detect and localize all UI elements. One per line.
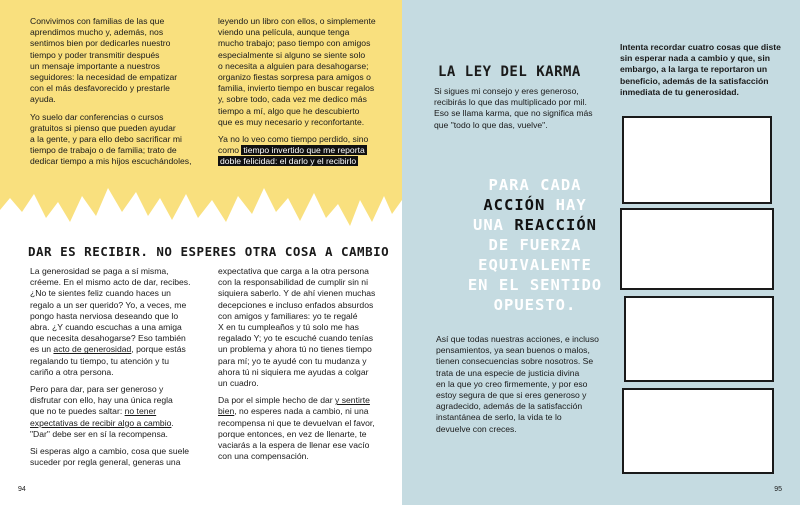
text-line: cariño a otra persona. [30, 366, 114, 377]
text-line: Si sigues mi consejo y eres generoso, [434, 86, 579, 96]
text-line: X en tu cumpleaños y tú solo me has [218, 322, 359, 333]
text-line: que necesita desahogarse? Eso también [30, 333, 186, 344]
text-line: pongo hasta nerviosa deseando que lo [30, 310, 179, 321]
text-line: La generosidad se paga a sí misma, [30, 266, 169, 276]
quote-emphasis: ACCIÓN [483, 196, 546, 214]
text-line: mucho trabajo; paso tiempo con amigos [218, 38, 371, 49]
text-line [218, 395, 375, 406]
text-line: estoy segura de que si eres generoso y [436, 390, 587, 401]
text-fragment: como [218, 145, 240, 156]
text-fragment: , porque estás [131, 344, 186, 355]
text-line: con una compensación. [218, 451, 309, 462]
answer-box-3[interactable] [624, 296, 774, 382]
text-line: inmediata de tu generosidad. [620, 86, 739, 97]
text-line [218, 406, 375, 417]
text-block-col2-bottom [218, 266, 375, 462]
text-line: con amigos y familiares: yo te regalé [218, 310, 358, 321]
text-line [30, 344, 191, 355]
text-line: expectativa que carga a la otra persona [218, 266, 369, 276]
text-line: ahora tú ni siquiera me ayudas a colgar [218, 366, 369, 377]
text-line: tienen consecuencias sobre nosotros. Se [436, 356, 594, 367]
text-line: viendo una película, aunque tenga [218, 27, 350, 38]
answer-box-2[interactable] [620, 208, 774, 290]
text-line: siquiera saberlo. Y de ahí vienen muchas [218, 288, 376, 299]
text-line: porque entonces, en vez de llenarte, te [218, 428, 367, 439]
text-block-col1-top [30, 16, 191, 168]
exercise-instruction [620, 42, 781, 98]
quote-fragment: UNA [473, 216, 515, 234]
text-line [30, 418, 191, 429]
text-line: para mí; yo te ayudé con tu mudanza y [218, 355, 367, 366]
text-line: suceder por regla general, generas una [30, 457, 181, 468]
text-line: especialmente si alguno se siente solo [218, 49, 366, 60]
text-line: un mensaje importante a nuestros [30, 60, 160, 71]
quote-line: OPUESTO. [493, 296, 577, 314]
text-line: gratuitos si pienso que pueden ayudar [30, 122, 176, 133]
underlined-text: expectativas de recibir algo a cambio [30, 417, 172, 428]
text-fragment: . [171, 417, 174, 428]
text-line: seguidores: la necesidad de empatizar [30, 72, 178, 83]
text-line: regalo a un ser querido? Yo, a veces, me [30, 299, 187, 310]
text-line: leyendo un libro con ellos, o simplemente [218, 16, 376, 26]
text-line: Si esperas algo a cambio, cosa que suele [30, 446, 190, 457]
quote-line: DE FUERZA [488, 236, 582, 254]
text-line: un problema y ahora tú no tienes tiempo [218, 344, 372, 355]
text-line: tiempo de trabajo o de familia; trato de [30, 145, 177, 156]
text-line: instantánea de serlo, la vida te lo [436, 412, 562, 423]
highlighted-text: tiempo invertido que me reporta [243, 145, 365, 156]
text-line [218, 145, 376, 156]
text-line [218, 156, 376, 167]
text-line: créeme. En el mismo acto de dar, recibes. [30, 277, 191, 288]
text-line: con la responsabilidad de cumplir sin ni [218, 277, 368, 288]
text-line: que es muy necesario y reconfortante. [218, 116, 365, 127]
text-line: agradecido, además de la satisfacción [436, 401, 583, 412]
text-fragment: Da por el simple hecho de dar [218, 395, 336, 406]
text-line: con el más desfavorecido y prestarle [30, 83, 170, 94]
section-heading: DAR ES RECIBIR. NO ESPERES OTRA COSA A CAMBIO [28, 244, 390, 259]
text-line: pensamientos, ya sean buenos o malos, [436, 345, 590, 356]
text-line: disfrutar con ello, hay una única regla [30, 395, 173, 406]
text-line: recibirás lo que das multiplicado por mil. [434, 97, 587, 108]
page-number-left: 94 [18, 486, 26, 493]
text-line: sin esperar nada a cambio y que, sin [620, 53, 770, 64]
text-line: ¿No te sientes feliz cuando haces un [30, 288, 171, 299]
text-line: Convivimos con familias de las que [30, 16, 165, 26]
text-line: trata de una especie de justicia divina [436, 367, 580, 378]
underlined-text: y sentirte [335, 395, 370, 406]
quote-line: EQUIVALENTE [478, 256, 592, 274]
text-line: tiempo y poder transmitir después [30, 49, 160, 60]
text-line: sentimos bien por dedicarles nuestro [30, 38, 171, 49]
text-line: tiempo a mí, algo que he descubierto [218, 105, 360, 116]
karma-heading: LA LEY DEL KARMA [438, 64, 581, 80]
quote-emphasis: REACCIÓN [514, 216, 597, 234]
highlighted-text: doble felicidad: el darlo y el recibirlo [220, 156, 357, 167]
quote-fragment: HAY [545, 196, 587, 214]
quote-line [460, 215, 610, 235]
text-line: "Dar" debe ser en sí la recompensa. [30, 428, 168, 439]
text-line: Ya no lo veo como tiempo perdido, sino [218, 134, 369, 145]
answer-box-4[interactable] [622, 388, 774, 474]
text-fragment: , no esperes nada a cambio, ni una [234, 406, 369, 417]
quote-line: EN EL SENTIDO [467, 276, 603, 294]
underlined-text: no tener [124, 406, 157, 417]
text-line: en la que yo creo firmemente, y por eso [436, 378, 588, 389]
karma-body [436, 334, 599, 435]
karma-intro [434, 86, 593, 131]
text-line: y, sobre todo, cada vez me dedico más [218, 94, 367, 105]
text-line: vaciarás a la espera de llenar ese vacío [218, 440, 370, 451]
text-line: abra. ¿Y cuando escuchas a una amiga [30, 322, 182, 333]
page-number-right: 95 [774, 486, 782, 493]
text-line: beneficio, además de la satisfacción [620, 75, 769, 86]
text-line: regalado Y; yo te escuché cuando tenías [218, 333, 374, 344]
underlined-text: bien [218, 406, 235, 417]
text-line: embargo, a la larga te reportaron un [620, 64, 768, 75]
text-line: decepciones e incluso enfados absurdos [218, 299, 374, 310]
text-line: a la gente, y para ello debo sacrificar mi [30, 134, 182, 145]
text-line: familia, invierto tiempo en buscar regalos [218, 83, 375, 94]
text-block-col2-top [218, 16, 376, 168]
text-line: Eso se llama karma, que no significa más [434, 108, 593, 119]
text-fragment: que no te puedes saltar: [30, 406, 125, 417]
quote-line [460, 195, 610, 215]
text-line: Pero para dar, para ser generoso y [30, 384, 164, 395]
text-line: que "todo lo que das, vuelve". [434, 119, 548, 130]
karma-quote [460, 175, 610, 315]
text-line: Intenta recordar cuatro cosas que diste [620, 42, 781, 52]
text-fragment: es un [30, 344, 54, 355]
text-line: Yo suelo dar conferencias o cursos [30, 111, 164, 122]
text-line: aprendimos mucho y, además, nos [30, 27, 164, 38]
text-line: ayuda. [30, 94, 56, 105]
text-line: Así que todas nuestras acciones, e incluso [436, 334, 599, 344]
text-line: regalando tu tiempo, tu atención y tu [30, 355, 170, 366]
text-line [30, 406, 191, 417]
text-line: organizo fiestas sorpresa para amigos o [218, 72, 371, 83]
underlined-text: acto de generosidad [53, 344, 132, 355]
quote-line: PARA CADA [488, 176, 582, 194]
text-line: recompensa ni que te devuelvan el favor, [218, 417, 375, 428]
text-line: dedicar tiempo a mis hijos escuchándoles, [30, 156, 192, 167]
text-line: un cuadro. [218, 378, 259, 389]
text-line: devuelve con creces. [436, 423, 517, 434]
text-block-col1-bottom [30, 266, 191, 468]
answer-box-1[interactable] [622, 116, 772, 204]
text-line: o necesita a alguien para desahogarse; [218, 60, 369, 71]
